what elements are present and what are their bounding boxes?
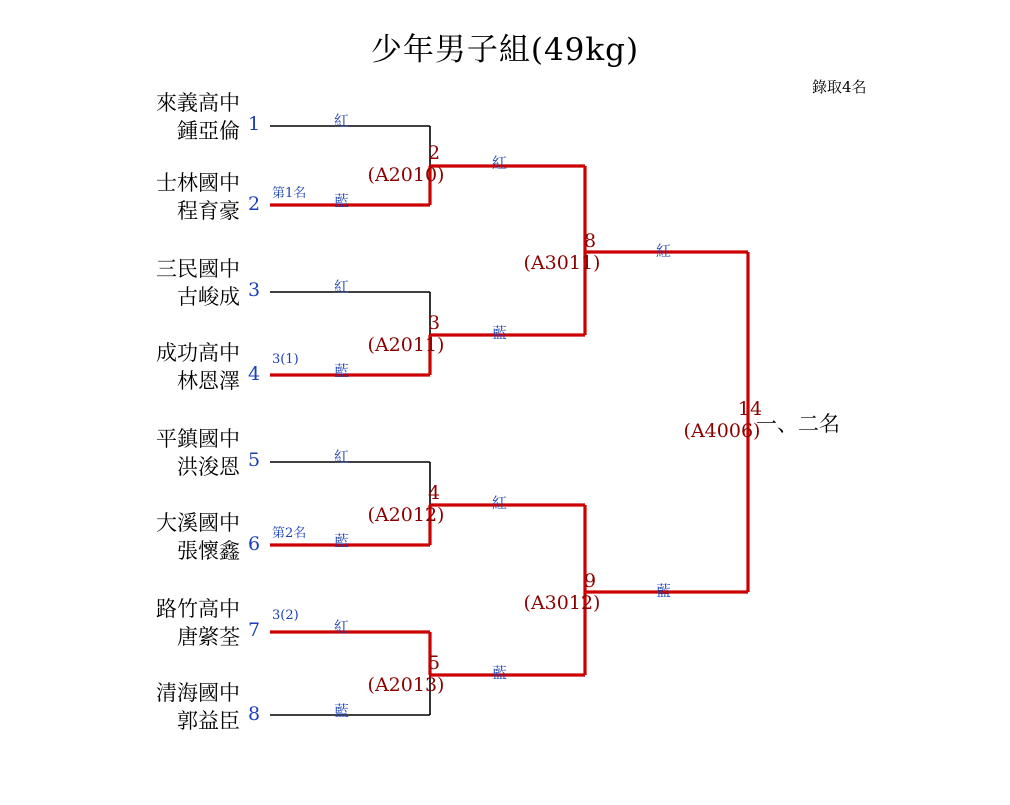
match-number: 3 xyxy=(427,312,441,334)
corner-label: 紅 xyxy=(492,494,508,512)
match-code: (A2011) xyxy=(367,334,445,356)
match-code: (A2010) xyxy=(367,164,445,186)
page-title: 少年男子組(49kg) xyxy=(370,32,640,68)
match-label xyxy=(336,142,476,186)
team-school: 清海國中 xyxy=(156,681,240,705)
seed-number: 2 xyxy=(248,193,261,215)
team-block xyxy=(90,170,240,225)
team-school: 三民國中 xyxy=(156,257,240,281)
match-number: 4 xyxy=(427,482,441,504)
seed-number: 6 xyxy=(248,533,261,555)
placement-label: 第2名 xyxy=(272,526,307,541)
match-label xyxy=(336,312,476,356)
match-code: (A2013) xyxy=(367,674,445,696)
match-code: (A2012) xyxy=(367,504,445,526)
team-block xyxy=(90,596,240,651)
match-label xyxy=(492,570,632,614)
match-number: 8 xyxy=(583,230,597,252)
team-school: 來義高中 xyxy=(156,91,240,115)
team-block xyxy=(90,90,240,145)
team-school: 平鎮國中 xyxy=(156,427,240,451)
corner-label: 紅 xyxy=(492,154,508,172)
corner-label: 藍 xyxy=(334,362,350,380)
corner-label: 紅 xyxy=(334,112,350,130)
match-code: (A3011) xyxy=(523,252,601,274)
corner-label: 藍 xyxy=(334,702,350,720)
match-label xyxy=(336,482,476,526)
seed-number: 7 xyxy=(248,619,261,641)
team-player: 林恩澤 xyxy=(177,368,240,393)
match-number: 2 xyxy=(427,142,441,164)
corner-label: 紅 xyxy=(656,242,672,260)
seed-number: 3 xyxy=(248,279,261,301)
match-label xyxy=(492,230,632,274)
match-number: 5 xyxy=(427,652,441,674)
match-number: 9 xyxy=(583,570,597,592)
corner-label: 紅 xyxy=(334,618,350,636)
corner-label: 藍 xyxy=(334,192,350,210)
team-block xyxy=(90,680,240,735)
seed-number: 5 xyxy=(248,449,261,471)
corner-label: 紅 xyxy=(334,278,350,296)
corner-label: 藍 xyxy=(656,582,672,600)
team-player: 程育豪 xyxy=(177,198,240,223)
team-player: 張懷鑫 xyxy=(177,538,240,563)
qualify-note: 錄取4名 xyxy=(812,78,867,96)
team-player: 古峻成 xyxy=(177,284,240,309)
team-school: 成功高中 xyxy=(156,341,240,365)
team-block xyxy=(90,256,240,311)
team-block xyxy=(90,340,240,395)
team-player: 鍾亞倫 xyxy=(177,118,240,143)
match-code: (A4006) xyxy=(683,420,761,442)
team-block xyxy=(90,426,240,481)
placement-label: 3(1) xyxy=(272,352,299,367)
corner-label: 紅 xyxy=(334,448,350,466)
seed-number: 8 xyxy=(248,703,261,725)
seed-number: 1 xyxy=(248,113,261,135)
match-label xyxy=(336,652,476,696)
placement-label: 第1名 xyxy=(272,186,307,201)
match-number: 14 xyxy=(737,398,763,420)
corner-label: 藍 xyxy=(334,532,350,550)
corner-label: 藍 xyxy=(492,324,508,342)
team-school: 路竹高中 xyxy=(156,597,240,621)
match-code: (A3012) xyxy=(523,592,601,614)
team-player: 郭益臣 xyxy=(177,708,240,733)
seed-number: 4 xyxy=(248,363,261,385)
team-player: 唐綮荃 xyxy=(177,624,240,649)
corner-label: 藍 xyxy=(492,664,508,682)
team-player: 洪浚恩 xyxy=(177,454,240,479)
placement-label: 3(2) xyxy=(272,608,299,623)
team-school: 士林國中 xyxy=(156,171,240,195)
final-placement-label: 一、二名 xyxy=(756,412,840,436)
team-school: 大溪國中 xyxy=(156,511,240,535)
team-block xyxy=(90,510,240,565)
